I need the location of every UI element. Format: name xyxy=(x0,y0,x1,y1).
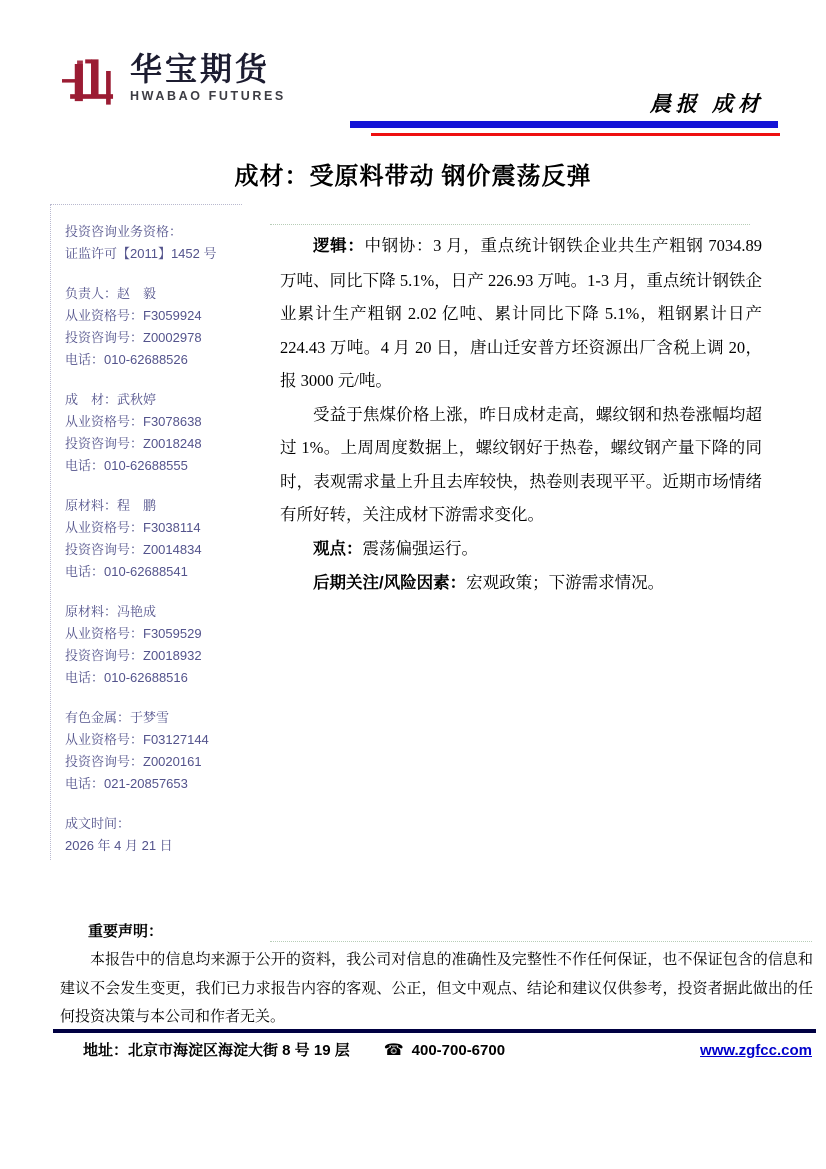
sidebar-line: 原材料：程 鹏 xyxy=(65,498,157,513)
viewpoint-text: 震荡偏强运行。 xyxy=(362,538,478,558)
brand-name-en: HWABAO FUTURES xyxy=(130,89,286,103)
report-title: 成材：受原料带动 钢价震荡反弹 xyxy=(234,164,592,190)
brand-name-cn: 华宝期货 xyxy=(130,51,271,87)
sidebar-line: 投资咨询号：Z0014834 xyxy=(65,542,202,557)
sidebar-line: 从业资格号：F03127144 xyxy=(65,732,209,747)
sidebar-line: 负责人：赵 毅 xyxy=(65,286,157,301)
sidebar-block-nonferrous-analyst xyxy=(65,707,242,795)
sidebar-line: 投资咨询号：Z0018248 xyxy=(65,436,202,451)
sidebar-line: 电话：010-62688555 xyxy=(65,458,188,473)
logic-label: 逻辑： xyxy=(313,237,365,255)
sidebar-block-steel-analyst xyxy=(65,389,242,477)
brand-logo xyxy=(62,46,286,118)
paragraph-risk-factors xyxy=(280,566,762,601)
brand-text xyxy=(130,46,286,103)
sidebar-line: 电话：010-62688516 xyxy=(65,670,188,685)
footer-divider xyxy=(53,1029,816,1033)
sidebar-line: 成 材：武秋婷 xyxy=(65,392,157,407)
footer-phone-number: 400-700-6700 xyxy=(411,1042,506,1059)
sidebar-block-raw-material-analyst-2 xyxy=(65,601,242,689)
sidebar-line: 投资咨询业务资格： xyxy=(65,224,183,239)
paragraph-logic xyxy=(280,229,762,398)
footer-address: 地址：北京市海淀区海淀大街 8 号 19 层 xyxy=(83,1042,350,1059)
sidebar-block-raw-material-analyst-1 xyxy=(65,495,242,583)
sidebar-line: 投资咨询号：Z0020161 xyxy=(65,754,202,769)
header-rule-red xyxy=(371,133,780,136)
analyst-sidebar xyxy=(50,204,242,860)
sidebar-line: 从业资格号：F3059924 xyxy=(65,308,202,323)
footer xyxy=(53,1039,816,1060)
sidebar-block-director xyxy=(65,283,242,371)
sidebar-line: 从业资格号：F3078638 xyxy=(65,414,202,429)
sidebar-block-report-date xyxy=(65,813,242,857)
risk-factors-label: 后期关注/风险因素： xyxy=(313,574,467,592)
header-rule-blue xyxy=(350,121,778,128)
sidebar-block-qualification xyxy=(65,221,242,265)
telephone-icon: ☎ xyxy=(383,1042,404,1059)
sidebar-line: 电话：010-62688541 xyxy=(65,564,188,579)
disclaimer-divider xyxy=(270,941,812,942)
sidebar-line: 从业资格号：F3038114 xyxy=(65,520,201,535)
sidebar-line: 电话：010-62688526 xyxy=(65,352,188,367)
body-top-divider xyxy=(270,224,750,225)
disclaimer-title: 重要声明： xyxy=(88,923,164,940)
report-body xyxy=(280,229,762,601)
paragraph-viewpoint xyxy=(280,532,762,567)
sidebar-line: 从业资格号：F3059529 xyxy=(65,626,202,641)
hwabao-logo-icon xyxy=(62,46,120,118)
sidebar-line: 原材料：冯艳成 xyxy=(65,604,157,619)
report-type-label: 晨报 成材 xyxy=(649,92,764,116)
risk-factors-text: 宏观政策；下游需求情况。 xyxy=(466,573,665,592)
logic-text: 中钢协：3 月，重点统计钢铁企业共生产粗钢 7034.89 万吨、同比下降 5.1%，日产 226.93 万吨。1-3 月，重点统计钢铁企业累计生产粗钢 2.02 亿吨、累计同比下降 5.1%，粗钢累计日产 224.43 万吨。4 月 20 日，唐山迁安普方坯资源出厂含税上调 20，报 3000 元/吨。 xyxy=(280,236,762,390)
sidebar-line: 投资咨询号：Z0018932 xyxy=(65,648,202,663)
sidebar-line: 证监许可【2011】1452 号 xyxy=(65,246,217,261)
footer-phone-group xyxy=(384,1040,505,1060)
sidebar-line: 投资咨询号：Z0002978 xyxy=(65,330,202,345)
sidebar-line: 2026 年 4 月 21 日 xyxy=(65,838,173,853)
sidebar-line: 电话：021-20857653 xyxy=(65,776,188,791)
paragraph-market-review xyxy=(280,398,762,532)
disclaimer-text: 本报告中的信息均来源于公开的资料，我公司对信息的准确性及完整性不作任何保证，也不保证包含的信息和建议不会发生变更，我们已力求报告内容的客观、公正，但文中观点、结论和建议仅供参考，投资者据此做出的任何投资决策与本公司和作者无关。 xyxy=(60,952,813,1025)
sidebar-line: 成文时间： xyxy=(65,816,131,831)
sidebar-line: 有色金属：于梦雪 xyxy=(65,710,170,725)
viewpoint-label: 观点： xyxy=(313,539,363,558)
footer-website-link[interactable]: www.zgfcc.com xyxy=(700,1042,812,1059)
market-review-text: 受益于焦煤价格上涨，昨日成材走高，螺纹钢和热卷涨幅均超过 1%。上周周度数据上，螺纹钢好于热卷，螺纹钢产量下降的同时，表观需求量上升且去库较快，热卷则表现平平。近期市场情绪有所好转，关注成材下游需求变化。 xyxy=(280,404,762,524)
